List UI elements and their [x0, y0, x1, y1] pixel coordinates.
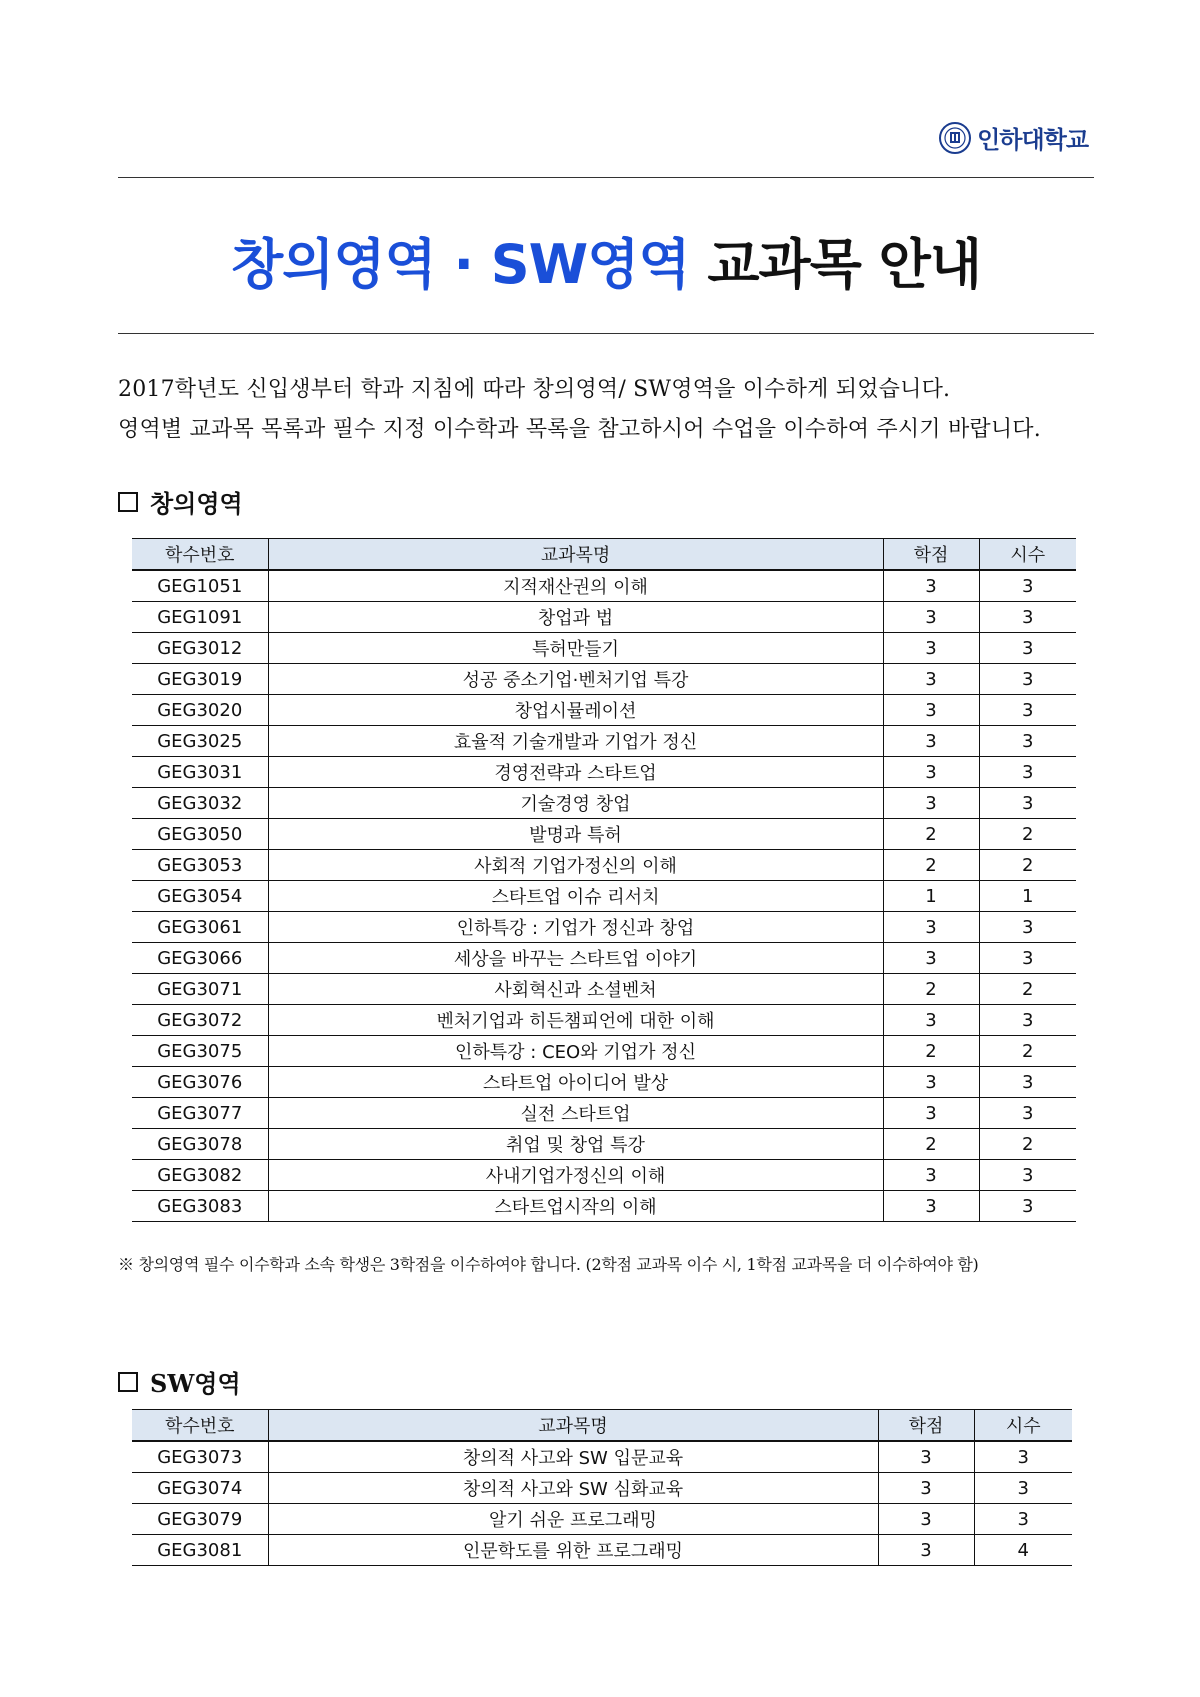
section-title: 창의영역: [150, 489, 243, 518]
table-row: [132, 602, 1076, 633]
course-code-cell: GEG3074: [132, 1473, 268, 1504]
credits-cell: 3: [883, 788, 979, 819]
hours-cell: 3: [979, 1067, 1076, 1098]
hours-cell: 2: [979, 974, 1076, 1005]
table-row: [132, 1191, 1076, 1222]
course-code-cell: GEG3054: [132, 881, 268, 912]
column-header: 시수: [974, 1410, 1072, 1442]
course-name-cell: 사회적 기업가정신의 이해: [268, 850, 883, 881]
course-code-cell: GEG3082: [132, 1160, 268, 1191]
column-header: 학점: [878, 1410, 974, 1442]
course-code-cell: GEG3031: [132, 757, 268, 788]
table-row: [132, 1441, 1072, 1473]
course-code-cell: GEG3061: [132, 912, 268, 943]
hours-cell: 2: [979, 850, 1076, 881]
intro-line: 영역별 교과목 목록과 필수 지정 이수학과 목록을 참고하시어 수업을 이수하여 주시기 바랍니다.: [118, 417, 1041, 442]
credits-cell: 2: [883, 974, 979, 1005]
course-name-cell: 스타트업시작의 이해: [268, 1191, 883, 1222]
hours-cell: 3: [979, 943, 1076, 974]
table-row: [132, 726, 1076, 757]
course-name-cell: 특허만들기: [268, 633, 883, 664]
course-name-cell: 기술경영 창업: [268, 788, 883, 819]
intro-line: 2017학년도 신입생부터 학과 지침에 따라 창의영역/ SW영역을 이수하게 되었습니다.: [118, 377, 951, 402]
course-name-cell: 창의적 사고와 SW 입문교육: [268, 1441, 878, 1473]
credits-cell: 3: [878, 1535, 974, 1566]
course-code-cell: GEG3073: [132, 1441, 268, 1473]
credits-cell: 3: [883, 1098, 979, 1129]
checkbox-square-icon: [118, 1372, 138, 1392]
course-name-cell: 지적재산권의 이해: [268, 570, 883, 602]
hours-cell: 3: [979, 602, 1076, 633]
course-code-cell: GEG3020: [132, 695, 268, 726]
credits-cell: 3: [883, 1005, 979, 1036]
course-code-cell: GEG1051: [132, 570, 268, 602]
hours-cell: 3: [979, 757, 1076, 788]
credits-cell: 2: [883, 1036, 979, 1067]
course-code-cell: GEG3019: [132, 664, 268, 695]
credits-cell: 3: [883, 943, 979, 974]
hours-cell: 3: [979, 788, 1076, 819]
table-row: [132, 788, 1076, 819]
column-header: 학점: [883, 539, 979, 571]
top-divider: [118, 177, 1094, 178]
course-name-cell: 창업시뮬레이션: [268, 695, 883, 726]
course-code-cell: GEG3081: [132, 1535, 268, 1566]
title-rest: 교과목 안내: [707, 233, 981, 296]
course-name-cell: 취업 및 창업 특강: [268, 1129, 883, 1160]
course-code-cell: GEG3032: [132, 788, 268, 819]
table-row: [132, 695, 1076, 726]
course-code-cell: GEG3077: [132, 1098, 268, 1129]
university-seal-icon: [939, 122, 971, 154]
creative-course-table: [132, 538, 1076, 1222]
credits-cell: 3: [883, 633, 979, 664]
course-code-cell: GEG3072: [132, 1005, 268, 1036]
course-name-cell: 경영전략과 스타트업: [268, 757, 883, 788]
course-name-cell: 사내기업가정신의 이해: [268, 1160, 883, 1191]
column-header: 학수번호: [132, 1410, 268, 1442]
hours-cell: 3: [979, 1005, 1076, 1036]
credits-cell: 3: [883, 1191, 979, 1222]
credits-cell: 2: [883, 819, 979, 850]
hours-cell: 2: [979, 1036, 1076, 1067]
course-code-cell: GEG3050: [132, 819, 268, 850]
table-row: [132, 633, 1076, 664]
course-code-cell: GEG3066: [132, 943, 268, 974]
hours-cell: 3: [974, 1473, 1072, 1504]
credits-cell: 3: [883, 570, 979, 602]
hours-cell: 3: [974, 1504, 1072, 1535]
column-header: 교과목명: [268, 1410, 878, 1442]
sw-course-table: [132, 1409, 1072, 1566]
course-name-cell: 세상을 바꾸는 스타트업 이야기: [268, 943, 883, 974]
credits-cell: 3: [883, 1067, 979, 1098]
credits-cell: 3: [883, 726, 979, 757]
section-heading-creative: [118, 484, 243, 519]
table-row: [132, 881, 1076, 912]
hours-cell: 2: [979, 819, 1076, 850]
table-row: [132, 1005, 1076, 1036]
title-highlight: 창의영역 · SW영역: [231, 233, 690, 296]
course-code-cell: GEG3079: [132, 1504, 268, 1535]
course-name-cell: 창의적 사고와 SW 심화교육: [268, 1473, 878, 1504]
course-code-cell: GEG3025: [132, 726, 268, 757]
credits-cell: 3: [883, 602, 979, 633]
course-name-cell: 인하특강 : CEO와 기업가 정신: [268, 1036, 883, 1067]
table-row: [132, 819, 1076, 850]
hours-cell: 3: [979, 726, 1076, 757]
credits-cell: 3: [878, 1504, 974, 1535]
course-code-cell: GEG3078: [132, 1129, 268, 1160]
hours-cell: 3: [979, 695, 1076, 726]
credits-cell: 2: [883, 1129, 979, 1160]
credits-cell: 1: [883, 881, 979, 912]
hours-cell: 3: [979, 1191, 1076, 1222]
credits-cell: 3: [883, 912, 979, 943]
course-code-cell: GEG3053: [132, 850, 268, 881]
credits-cell: 3: [883, 1160, 979, 1191]
table-row: [132, 664, 1076, 695]
credits-cell: 3: [883, 757, 979, 788]
hours-cell: 3: [979, 633, 1076, 664]
course-name-cell: 실전 스타트업: [268, 1098, 883, 1129]
credits-cell: 3: [878, 1441, 974, 1473]
page-title: [118, 222, 1094, 299]
course-name-cell: 창업과 법: [268, 602, 883, 633]
university-name: 인하대학교: [977, 126, 1088, 154]
table-row: [132, 757, 1076, 788]
course-name-cell: 알기 쉬운 프로그래밍: [268, 1504, 878, 1535]
credits-cell: 3: [883, 664, 979, 695]
hours-cell: 1: [979, 881, 1076, 912]
hours-cell: 3: [979, 664, 1076, 695]
course-name-cell: 스타트업 이슈 리서치: [268, 881, 883, 912]
course-name-cell: 스타트업 아이디어 발상: [268, 1067, 883, 1098]
table-row: [132, 974, 1076, 1005]
creative-footnote: ※ 창의영역 필수 이수학과 소속 학생은 3학점을 이수하여야 합니다. (2학점 교과목 이수 시, 1학점 교과목을 더 이수하여야 함): [118, 1255, 979, 1274]
hours-cell: 3: [979, 1098, 1076, 1129]
section-title: SW영역: [150, 1369, 241, 1398]
university-logo: [939, 120, 1088, 155]
course-code-cell: GEG3083: [132, 1191, 268, 1222]
hours-cell: 2: [979, 1129, 1076, 1160]
table-row: [132, 1067, 1076, 1098]
section-heading-sw: [118, 1364, 241, 1399]
hours-cell: 3: [979, 570, 1076, 602]
course-code-cell: GEG1091: [132, 602, 268, 633]
course-code-cell: GEG3071: [132, 974, 268, 1005]
column-header: 교과목명: [268, 539, 883, 571]
course-name-cell: 성공 중소기업·벤처기업 특강: [268, 664, 883, 695]
table-row: [132, 1473, 1072, 1504]
intro-paragraph: [118, 370, 1108, 450]
course-name-cell: 효율적 기술개발과 기업가 정신: [268, 726, 883, 757]
table-row: [132, 912, 1076, 943]
hours-cell: 3: [979, 1160, 1076, 1191]
column-header: 시수: [979, 539, 1076, 571]
title-divider: [118, 333, 1094, 334]
table-row: [132, 1160, 1076, 1191]
hours-cell: 3: [979, 912, 1076, 943]
hours-cell: 4: [974, 1535, 1072, 1566]
table-row: [132, 1504, 1072, 1535]
checkbox-square-icon: [118, 492, 138, 512]
table-row: [132, 1036, 1076, 1067]
course-name-cell: 사회혁신과 소셜벤처: [268, 974, 883, 1005]
course-name-cell: 발명과 특허: [268, 819, 883, 850]
hours-cell: 3: [974, 1441, 1072, 1473]
table-row: [132, 1535, 1072, 1566]
credits-cell: 3: [878, 1473, 974, 1504]
course-code-cell: GEG3012: [132, 633, 268, 664]
credits-cell: 2: [883, 850, 979, 881]
table-row: [132, 1129, 1076, 1160]
course-name-cell: 인하특강 : 기업가 정신과 창업: [268, 912, 883, 943]
table-row: [132, 1098, 1076, 1129]
credits-cell: 3: [883, 695, 979, 726]
table-row: [132, 570, 1076, 602]
column-header: 학수번호: [132, 539, 268, 571]
course-code-cell: GEG3076: [132, 1067, 268, 1098]
course-name-cell: 인문학도를 위한 프로그래밍: [268, 1535, 878, 1566]
course-name-cell: 벤처기업과 히든챔피언에 대한 이해: [268, 1005, 883, 1036]
table-row: [132, 850, 1076, 881]
course-code-cell: GEG3075: [132, 1036, 268, 1067]
table-row: [132, 943, 1076, 974]
